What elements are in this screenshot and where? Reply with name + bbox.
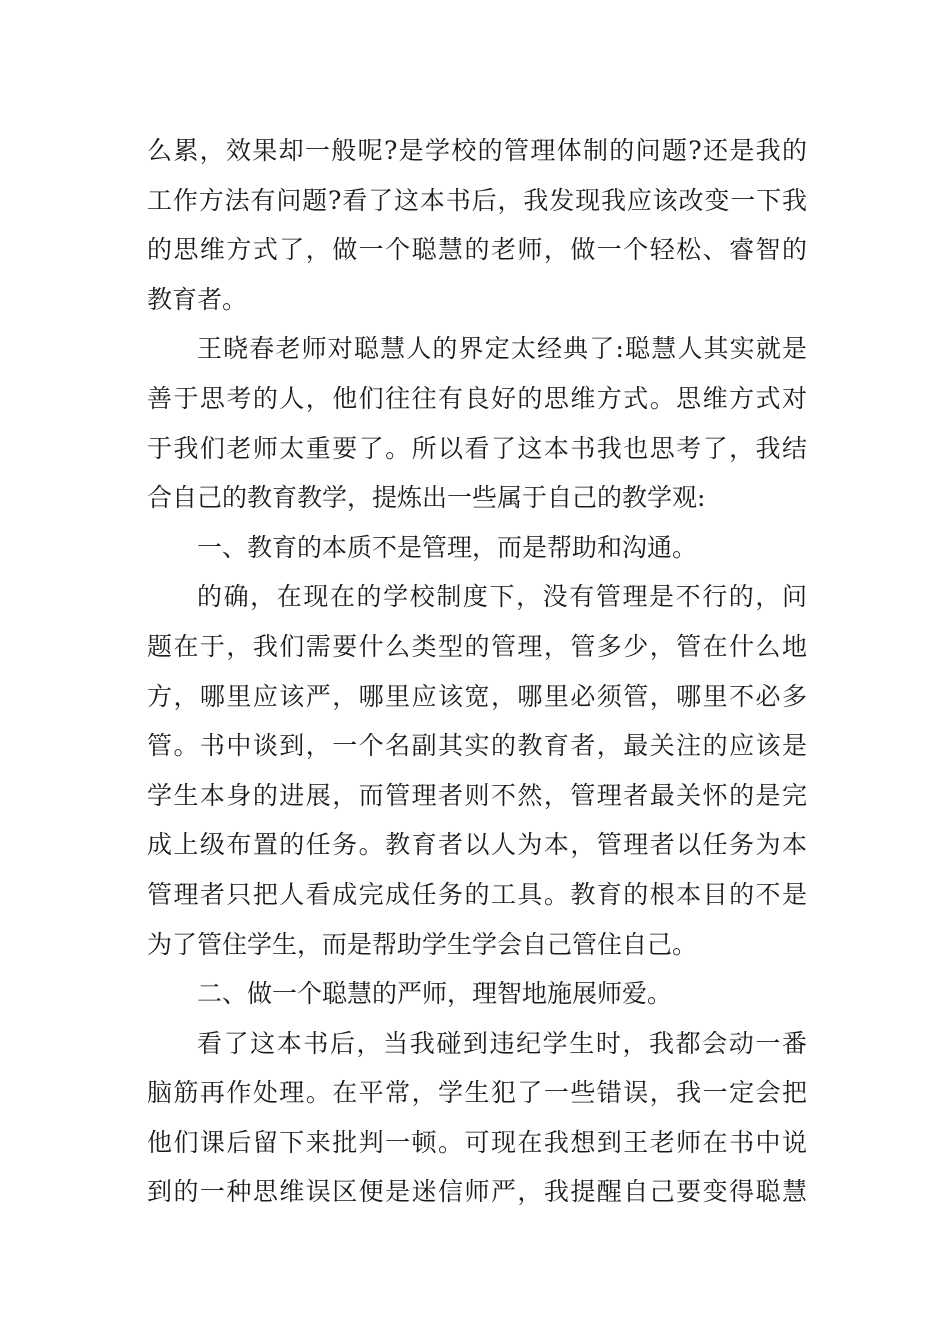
text-line: 方，哪里应该严，哪里应该宽，哪里必须管，哪里不必多 xyxy=(147,681,807,711)
text-line: 的思维方式了，做一个聪慧的老师，做一个轻松、睿智的 xyxy=(147,235,807,265)
text-line: 么累，效果却一般呢?是学校的管理体制的问题?还是我的 xyxy=(147,136,807,165)
document-body xyxy=(147,126,807,1217)
section-heading: 二、做一个聪慧的严师，理智地施展师爱。 xyxy=(197,979,673,1009)
text-line: 王晓春老师对聪慧人的界定太经典了:聪慧人其实就是 xyxy=(197,334,807,364)
text-line: 的确，在现在的学校制度下，没有管理是不行的，问 xyxy=(197,582,807,612)
text-line: 为了管住学生，而是帮助学生学会自己管住自己。 xyxy=(147,929,698,959)
text-line: 看了这本书后，当我碰到违纪学生时，我都会动一番 xyxy=(197,1028,807,1058)
text-line: 学生本身的进展，而管理者则不然，管理者最关怀的是完 xyxy=(147,780,807,810)
text-line: 脑筋再作处理。在平常，学生犯了一些错误，我一定会把 xyxy=(147,1078,807,1108)
text-line: 他们课后留下来批判一顿。可现在我想到王老师在书中说 xyxy=(147,1127,807,1157)
text-line: 善于思考的人，他们往往有良好的思维方式。思维方式对 xyxy=(147,383,807,413)
text-line: 到的一种思维误区便是迷信师严，我提醒自己要变得聪慧 xyxy=(147,1177,807,1207)
text-line: 合自己的教育教学，提炼出一些属于自己的教学观: xyxy=(147,483,706,513)
text-line: 教育者。 xyxy=(147,284,248,314)
text-line: 题在于，我们需要什么类型的管理，管多少，管在什么地 xyxy=(147,631,807,661)
text-line: 管理者只把人看成完成任务的工具。教育的根本目的不是 xyxy=(147,879,807,909)
text-line: 成上级布置的任务。教育者以人为本，管理者以任务为本 xyxy=(147,830,807,860)
section-heading: 一、教育的本质不是管理，而是帮助和沟通。 xyxy=(197,532,698,562)
text-line: 管。书中谈到，一个名副其实的教育者，最关注的应该是 xyxy=(147,731,807,761)
text-line: 于我们老师太重要了。所以看了这本书我也思考了，我结 xyxy=(147,433,807,463)
text-line: 工作方法有问题?看了这本书后，我发现我应该改变一下我 xyxy=(147,185,807,215)
